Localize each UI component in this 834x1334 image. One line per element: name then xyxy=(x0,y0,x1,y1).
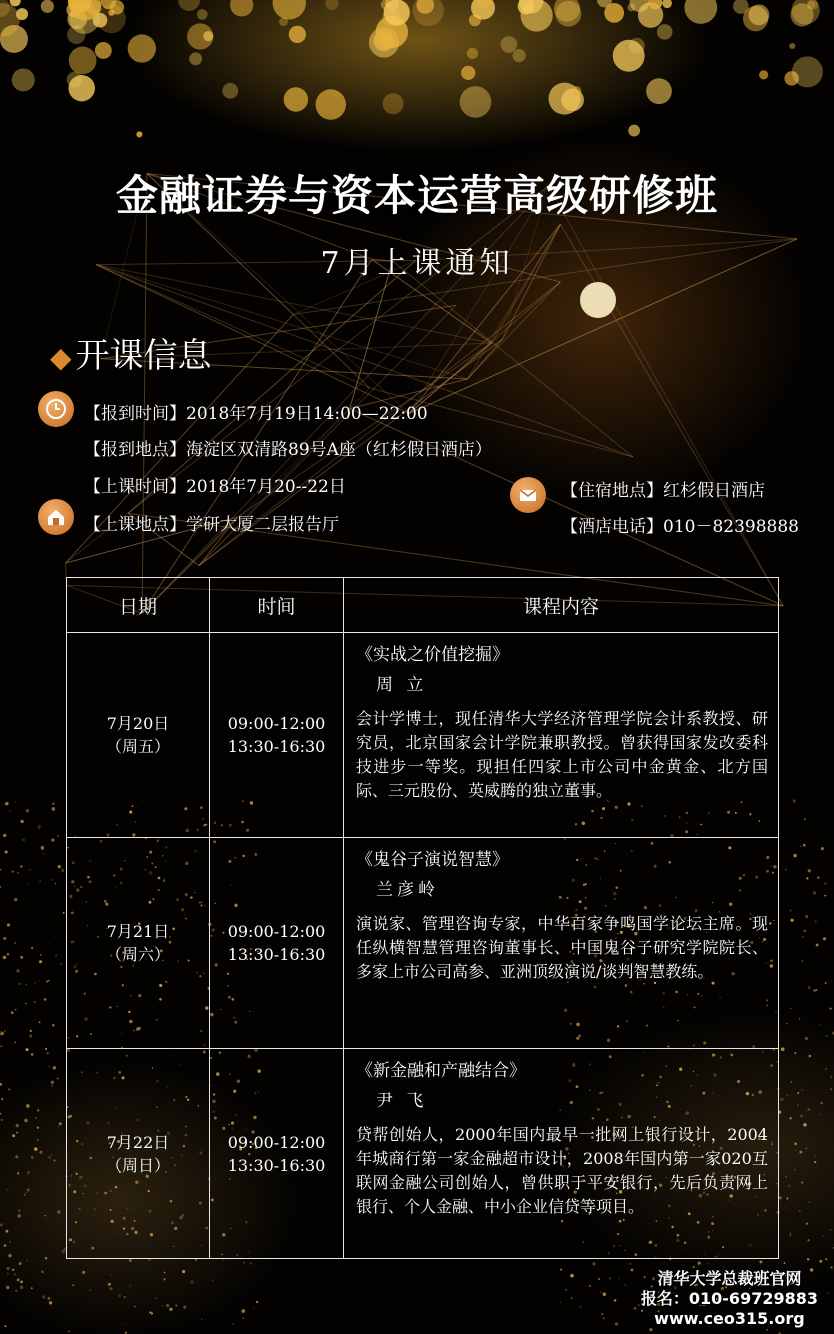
lecturer-bio: 会计学博士，现任清华大学经济管理学院会计系教授、研究员，北京国家会计学院兼职教授。曾获得国家发改委科技进步一等奖。现担任四家上市公司中金黄金、北方国际、三元股份、英威腾的独立董事。 xyxy=(356,709,768,800)
hotel-phone: 【酒店电话】010－82398888 xyxy=(561,517,799,537)
column-header-date: 日期 xyxy=(67,578,210,633)
table-header-row xyxy=(67,578,779,633)
footer-watermark xyxy=(641,1269,818,1329)
date-cell xyxy=(67,1049,210,1259)
table-row xyxy=(67,1049,779,1259)
clock-icon xyxy=(38,391,74,427)
date-cell xyxy=(67,633,210,838)
home-icon xyxy=(38,499,74,535)
time-cell xyxy=(210,1049,344,1259)
date: 7月20日 xyxy=(106,714,170,733)
lecturer-bio: 演说家、管理咨询专家，中华百家争鸣国学论坛主席。现任纵横智慧管理咨询董事长、中国鬼谷子研究学院院长、多家上市公司高参、亚洲顶级演说/谈判智慧教练。 xyxy=(356,914,768,981)
morning-time: 09:00-12:00 xyxy=(227,922,326,941)
afternoon-time: 13:30-16:30 xyxy=(227,945,326,964)
hotel-name: 【住宿地点】红杉假日酒店 xyxy=(561,481,765,501)
morning-time: 09:00-12:00 xyxy=(227,714,326,733)
mail-icon xyxy=(510,477,546,513)
class-time: 【上课时间】2018年7月20--22日 xyxy=(84,477,346,497)
column-header-time: 时间 xyxy=(210,578,344,633)
time-cell xyxy=(210,838,344,1049)
course-cell xyxy=(344,838,779,1049)
morning-time: 09:00-12:00 xyxy=(227,1132,326,1152)
column-header-content: 课程内容 xyxy=(344,578,779,633)
course-title: 《鬼谷子演说智慧》 xyxy=(356,850,509,870)
course-schedule-table xyxy=(66,577,779,1259)
course-cell xyxy=(344,1049,779,1259)
lecturer-name: 兰彦岭 xyxy=(376,880,439,900)
report-time: 【报到时间】2018年7月19日14:00—22:00 xyxy=(84,404,428,424)
weekday: （周六） xyxy=(105,945,170,964)
lecturer-name: 周 立 xyxy=(376,675,428,695)
lecturer-bio: 贷帮创始人，2000年国内最早一批网上银行设计，2004年城商行第一家金融超市设计，2008年国内第一家020互联网金融公司创始人，曾供职于平安银行，先后负责网上银行、个人金融、中小企业信贷等项目。 xyxy=(356,1125,768,1216)
course-title: 《新金融和产融结合》 xyxy=(356,1061,526,1081)
footer-phone: 报名：010-69729883 xyxy=(640,1289,818,1308)
date: 7月21日 xyxy=(106,922,170,941)
section-title: 开课信息 xyxy=(75,336,212,376)
weekday: （周五） xyxy=(105,737,170,756)
lecturer-name: 尹 飞 xyxy=(376,1091,428,1111)
page-title: 金融证券与资本运营高级研修班 xyxy=(115,171,718,220)
table-row xyxy=(67,838,779,1049)
course-cell xyxy=(344,633,779,838)
section-heading xyxy=(50,328,212,377)
date-cell xyxy=(67,838,210,1049)
afternoon-time: 13:30-16:30 xyxy=(227,737,326,756)
footer-url: www.ceo315.org xyxy=(654,1309,805,1328)
weekday: （周日） xyxy=(105,1155,170,1175)
time-cell xyxy=(210,633,344,838)
report-place: 【报到地点】海淀区双清路89号A座（红杉假日酒店） xyxy=(84,440,492,460)
page-subtitle: 7月上课通知 xyxy=(320,246,514,281)
class-place: 【上课地点】学研大厦二层报告厅 xyxy=(84,515,339,535)
table-row xyxy=(67,633,779,838)
date: 7月22日 xyxy=(106,1132,170,1152)
diamond-bullet-icon: ◆ xyxy=(50,341,72,374)
footer-site-name: 清华大学总裁班官网 xyxy=(657,1269,802,1288)
afternoon-time: 13:30-16:30 xyxy=(227,1155,326,1175)
course-title: 《实战之价值挖掘》 xyxy=(356,645,509,665)
